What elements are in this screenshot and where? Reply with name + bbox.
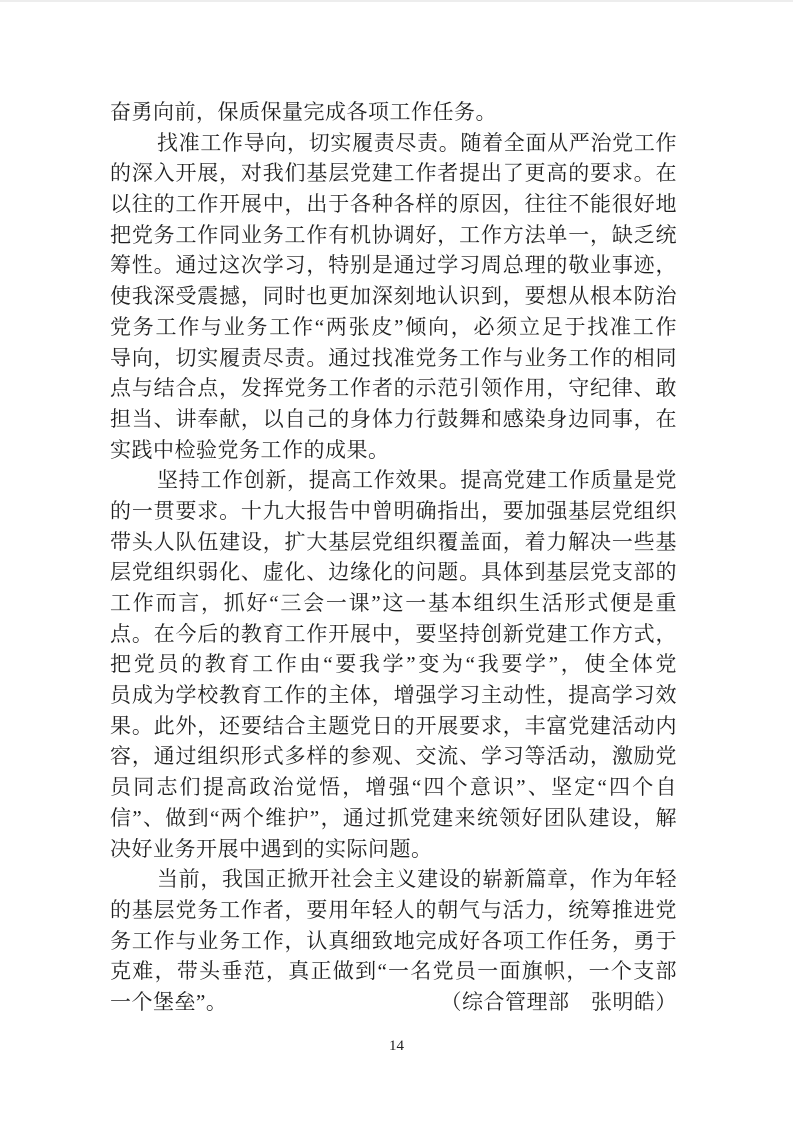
text-line: 使我深受震撼，同时也更加深刻地认识到，要想从根本防治 [110, 284, 677, 309]
paragraph-end-text: 一个堡垒”。 [110, 989, 228, 1014]
page-number: 14 [389, 1038, 404, 1054]
text-line: 党务工作与业务工作“两张皮”倾向，必须立足于找准工作 [110, 314, 677, 339]
text-line: 信”、做到“两个维护”，通过抓党建来统领好团队建设，解 [110, 805, 677, 830]
text-line: 筹性。通过这次学习，特别是通过学习周总理的敬业事迹， [110, 253, 677, 278]
text-line: 担当、讲奉献，以自己的身体力行鼓舞和感染身边同事，在 [110, 406, 677, 431]
text-line: 找准工作导向，切实履责尽责。随着全面从严治党工作 [157, 130, 677, 155]
text-line: 带头人队伍建设，扩大基层党组织覆盖面，着力解决一些基 [110, 529, 677, 554]
text-line: 层党组织弱化、虚化、边缘化的问题。具体到基层党支部的 [110, 560, 677, 585]
text-line: 点与结合点，发挥党务工作者的示范引领作用，守纪律、敢 [110, 376, 677, 401]
text-line: 奋勇向前，保质保量完成各项工作任务。 [110, 100, 497, 124]
text-line: 务工作与业务工作，认真细致地完成好各项工作任务，勇于 [110, 928, 677, 953]
text-line-with-signature [110, 987, 677, 1018]
document-body [110, 97, 677, 1018]
text-line: 坚持工作创新，提高工作效果。提高党建工作质量是党 [157, 468, 677, 493]
text-line: 点。在今后的教育工作开展中，要坚持创新党建工作方式， [110, 621, 677, 646]
text-line: 果。此外，还要结合主题党日的开展要求，丰富党建活动内 [110, 713, 677, 738]
text-line: 员同志们提高政治觉悟，增强“四个意识”、坚定“四个自 [110, 775, 677, 800]
text-line: 导向，切实履责尽责。通过找准党务工作与业务工作的相同 [110, 345, 677, 370]
text-line: 把党务工作同业务工作有机协调好，工作方法单一，缺乏统 [110, 222, 677, 247]
text-line: 实践中检验党务工作的成果。 [110, 437, 390, 462]
text-line: 的深入开展，对我们基层党建工作者提出了更高的要求。在 [110, 161, 677, 186]
text-line: 员成为学校教育工作的主体，增强学习主动性，提高学习效 [110, 683, 677, 708]
text-line: 工作而言，抓好“三会一课”这一基本组织生活形式便是重 [110, 591, 677, 615]
text-line: 克难，带头垂范，真正做到“一名党员一面旗帜，一个支部 [110, 959, 677, 984]
text-line: 以往的工作开展中，出于各种各样的原因，往往不能很好地 [110, 192, 677, 217]
text-line: 当前，我国正掀开社会主义建设的崭新篇章，作为年轻 [157, 867, 677, 892]
text-line: 决好业务开展中遇到的实际问题。 [110, 836, 433, 861]
text-line: 的基层党务工作者，要用年轻人的朝气与活力，统筹推进党 [110, 897, 677, 922]
signature: （综合管理部 张明皓） [440, 989, 677, 1014]
text-line: 容，通过组织形式多样的参观、交流、学习等活动，激励党 [110, 744, 677, 769]
text-line: 把党员的教育工作由“要我学”变为“我要学”，使全体党 [110, 652, 677, 677]
text-line: 的一贯要求。十九大报告中曾明确指出，要加强基层党组织 [110, 498, 677, 523]
